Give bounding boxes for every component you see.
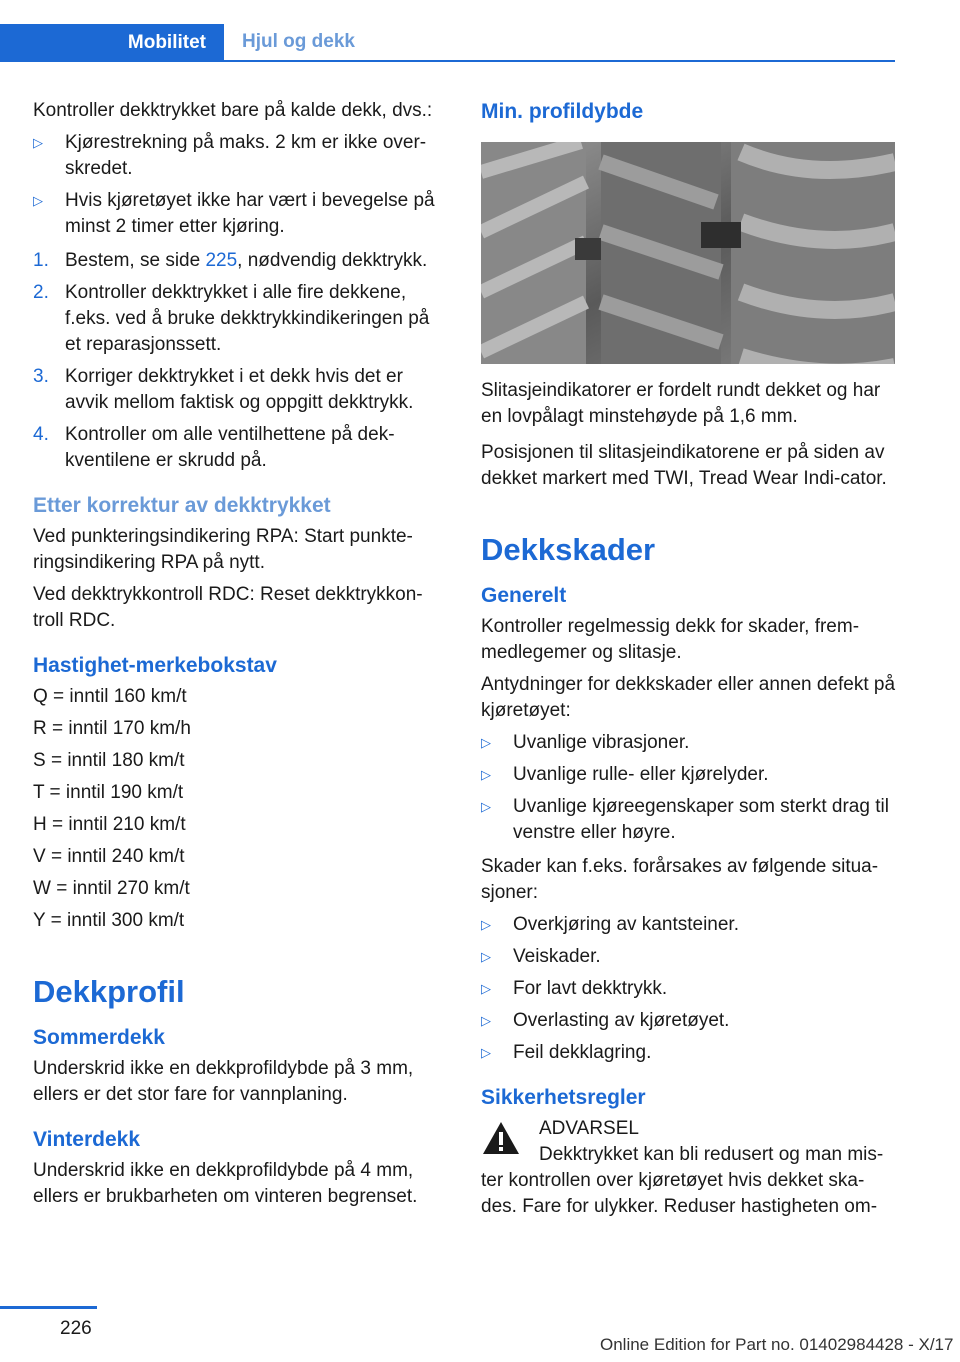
tread-wear-indicator-image <box>481 142 895 364</box>
triangle-bullet-icon: ▷ <box>33 135 43 150</box>
min-tread-heading: Min. profildybde <box>481 100 644 123</box>
triangle-bullet-icon: ▷ <box>481 767 491 782</box>
triangle-bullet-icon: ▷ <box>481 735 491 750</box>
list-item: 4. Kontroller om alle ventilhettene på dek-kventilene er skrudd på. <box>33 424 395 471</box>
tread-profile-heading: Dekkprofil <box>33 974 185 1009</box>
intro-text: Kontroller dekktrykket bare på kalde dekk, dvs.: <box>33 100 433 121</box>
warning-title: ADVARSEL <box>539 1118 639 1139</box>
signs-list <box>481 730 896 846</box>
list-item: ▷ Hvis kjøretøyet ikke har vært i bevegelse på minst 2 timer etter kjøring. <box>33 190 435 237</box>
tab-hjul-og-dekk[interactable]: Hjul og dekk <box>224 24 895 62</box>
list-item: 3. Korriger dekktrykket i et dekk hvis det er avvik mellom faktisk og oppgitt dekktrykk. <box>33 366 414 413</box>
paragraph: Skader kan f.eks. forårsakes av følgende situa-sjoner: <box>481 856 879 903</box>
paragraph: Posisjonen til slitasjeindikatorene er på siden av dekket markert med TWI, Tread Wear Indi-cator. <box>481 442 887 489</box>
speed-letter-heading: Hastighet-merkebokstav <box>33 654 277 677</box>
list-item: ▷ Uvanlige rulle- eller kjørelyder. <box>481 762 896 788</box>
paragraph: Slitasjeindikatorer er fordelt rundt dekket og har en lovpålagt minstehøyde på 1,6 mm. <box>481 380 881 427</box>
warning-block <box>481 1116 896 1142</box>
left-column <box>33 98 448 1216</box>
list-item: ▷ Feil dekklagring. <box>481 1040 896 1066</box>
causes-list <box>481 912 896 1066</box>
paragraph: Antydninger for dekkskader eller annen defekt på kjøretøyet: <box>481 674 896 721</box>
paragraph: Ved dekktrykkontroll RDC: Reset dekktrykkon-troll RDC. <box>33 584 423 631</box>
list-item: ▷ Kjørestrekning på maks. 2 km er ikke over-skredet. <box>33 132 427 179</box>
list-item: 2. Kontroller dekktrykket i alle fire dekkene, f.eks. ved å bruke dekktrykkindikeringen på et reparasjonssett. <box>33 282 430 355</box>
general-heading: Generelt <box>481 584 567 607</box>
triangle-bullet-icon: ▷ <box>481 1013 491 1028</box>
tire-damage-heading: Dekkskader <box>481 532 656 567</box>
footer-divider <box>0 1306 97 1309</box>
paragraph: Kontroller regelmessig dekk for skader, frem-medlegemer og slitasje. <box>481 616 860 663</box>
page-link[interactable]: 225 <box>205 250 238 271</box>
edition-text: Online Edition for Part no. 01402984428 - X/17 <box>600 1335 954 1354</box>
paragraph: Underskrid ikke en dekkprofildybde på 3 mm, ellers er det stor fare for vannplaning. <box>33 1058 414 1105</box>
summer-tires-heading: Sommerdekk <box>33 1026 165 1049</box>
list-item: ▷ Overlasting av kjøretøyet. <box>481 1008 896 1034</box>
speed-line: H = inntil 210 km/t <box>33 814 186 835</box>
speed-line: S = inntil 180 km/t <box>33 750 185 771</box>
speed-line: W = inntil 270 km/t <box>33 878 190 899</box>
after-correction-heading: Etter korrektur av dekktrykket <box>33 494 331 517</box>
paragraph: Underskrid ikke en dekkprofildybde på 4 mm, ellers er brukbarheten om vinteren begrenset. <box>33 1160 418 1207</box>
list-item: ▷ Overkjøring av kantsteiner. <box>481 912 896 938</box>
page-number: 226 <box>60 1318 92 1339</box>
list-item: ▷ Veiskader. <box>481 944 896 970</box>
winter-tires-heading: Vinterdekk <box>33 1128 140 1151</box>
speed-line: V = inntil 240 km/t <box>33 846 185 867</box>
safety-heading: Sikkerhetsregler <box>481 1086 646 1109</box>
speed-line: Y = inntil 300 km/t <box>33 910 185 931</box>
speed-line: R = inntil 170 km/h <box>33 718 191 739</box>
speed-line: Q = inntil 160 km/t <box>33 686 187 707</box>
speed-line: T = inntil 190 km/t <box>33 782 184 803</box>
list-item: ▷ Uvanlige vibrasjoner. <box>481 730 896 756</box>
triangle-bullet-icon: ▷ <box>481 1045 491 1060</box>
steps-list <box>33 248 448 474</box>
header-tabs <box>0 24 895 62</box>
triangle-bullet-icon: ▷ <box>481 981 491 996</box>
speed-list <box>33 684 448 934</box>
triangle-bullet-icon: ▷ <box>481 949 491 964</box>
list-item: ▷ Uvanlige kjøreegenskaper som sterkt drag til venstre eller høyre. <box>481 796 889 843</box>
triangle-bullet-icon: ▷ <box>33 193 43 208</box>
tab-mobilitet[interactable]: Mobilitet <box>0 24 224 62</box>
condition-list <box>33 130 448 240</box>
warning-triangle-icon <box>481 1120 521 1156</box>
triangle-bullet-icon: ▷ <box>481 799 491 814</box>
list-item: 1. Bestem, se side 225, nødvendig dekktrykk. <box>33 250 428 271</box>
list-item: ▷ For lavt dekktrykk. <box>481 976 896 1002</box>
paragraph: Ved punkteringsindikering RPA: Start punkte-ringsindikering RPA på nytt. <box>33 526 413 573</box>
warning-text: Dekktrykket kan bli redusert og man mis-ter kontrollen over kjøretøyet hvis dekket ska-des. Fare for ulykker. Reduser hastigheten om- <box>481 1144 884 1217</box>
right-column <box>481 98 896 1226</box>
triangle-bullet-icon: ▷ <box>481 917 491 932</box>
